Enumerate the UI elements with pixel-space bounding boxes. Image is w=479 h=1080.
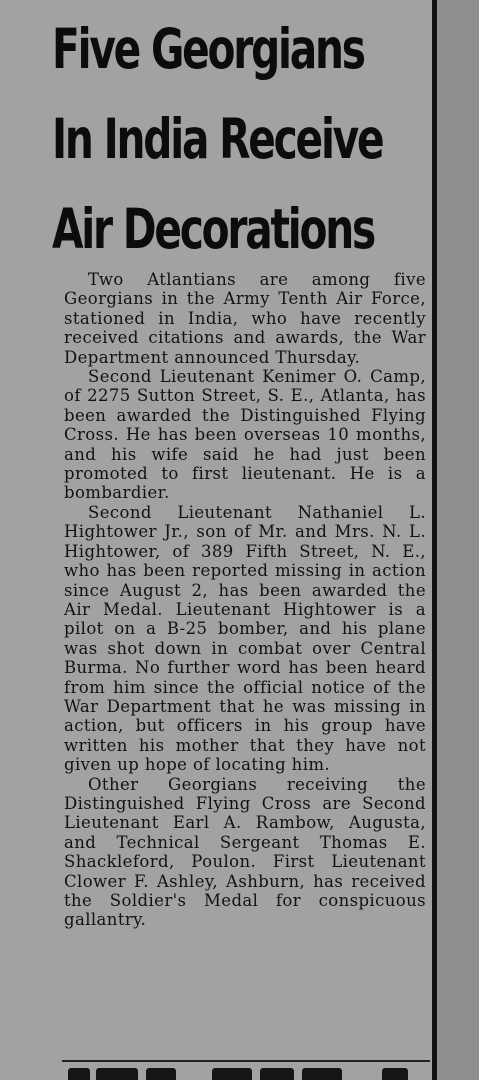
cropped-glyph — [302, 1068, 342, 1080]
cropped-glyph — [146, 1068, 176, 1080]
article-paragraph: Two Atlantians are among five Georgians in the Army Tenth Air Force, stationed in India, who have recently received citations and awards, the War Department announced Thursday. — [64, 270, 426, 367]
article-paragraph: Second Lieutenant Nathaniel L. Hightower Jr., son of Mr. and Mrs. N. L. Hightower, of 389 Fifth Street, N. E., who has been reported missing in action since August 2, has been awarded the Air Medal. Lieutenant Hightower is a pilot on a B-25 bomber, and his plane was shot down in combat over Central Burma. No further word has been heard from him since the official notice of the War Department that he was missing in action, but officers in his group have written his mother that they have not given up hope of locating him. — [64, 502, 426, 775]
column-rule — [432, 0, 437, 1080]
headline-line-1: Five Georgians — [52, 17, 364, 81]
next-article-headline-cropped — [62, 1066, 430, 1080]
article-end-rule — [62, 1060, 430, 1062]
article-paragraph: Second Lieutenant Kenimer O. Camp, of 2275 Sutton Street, S. E., Atlanta, has been awarded the Distinguished Flying Cross. He has been overseas 10 months, and his wife said he had just been promoted to first lieutenant. He is a bombardier. — [64, 367, 426, 503]
article-paragraph: Other Georgians receiving the Distinguished Flying Cross are Second Lieutenant Earl A. Rambow, Augusta, and Technical Sergeant Thomas E. Shackleford, Poulon. First Lieutenant Clower F. Ashley, Ashburn, has received the Soldier's Medal for conspicuous gallantry. — [64, 774, 426, 930]
cropped-glyph — [260, 1068, 294, 1080]
cropped-glyph — [212, 1068, 252, 1080]
adjacent-column-margin — [437, 0, 479, 1080]
headline — [52, 4, 383, 274]
cropped-glyph — [68, 1068, 90, 1080]
headline-line-3: Air Decorations — [52, 197, 374, 261]
cropped-glyph — [382, 1068, 408, 1080]
cropped-glyph — [96, 1068, 138, 1080]
article-body — [64, 270, 426, 930]
headline-line-2: In India Receive — [52, 107, 383, 171]
